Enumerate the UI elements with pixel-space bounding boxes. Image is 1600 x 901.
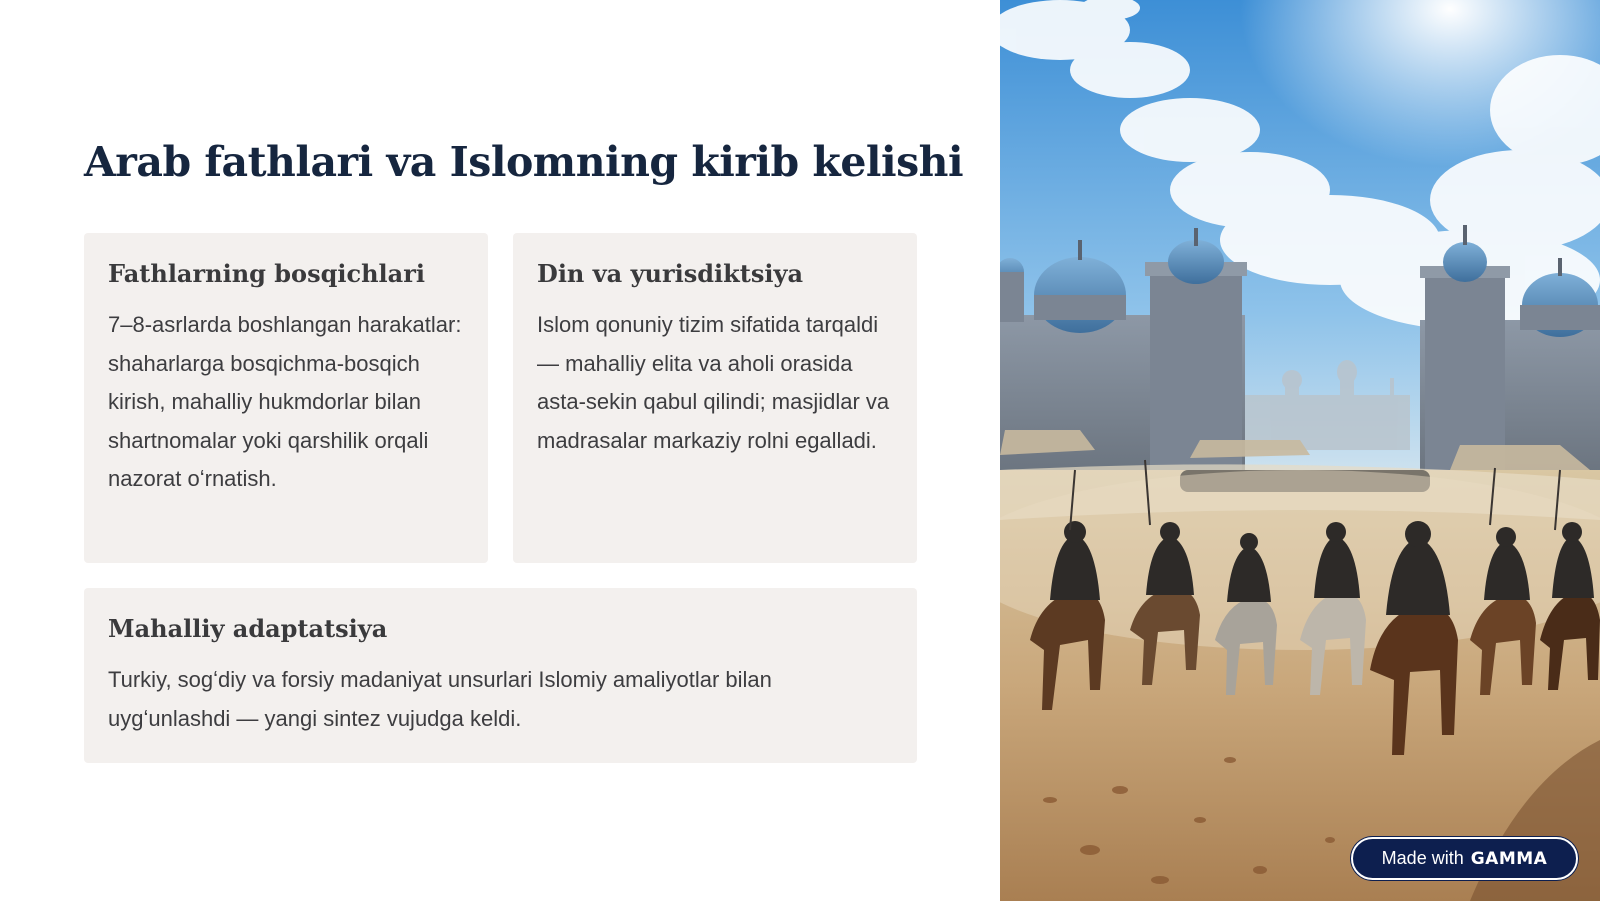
card-body: Islom qonuniy tizim sifatida tarqaldi — mahalliy elita va aholi orasida asta-sekin qabul qilindi; masjidlar va madrasalar markaziy rolni egalladi.	[537, 312, 890, 453]
card-religion-jurisdiction	[513, 233, 917, 563]
card-heading: Mahalliy adaptatsiya	[108, 614, 388, 643]
card-local-adaptation	[84, 588, 917, 763]
card-body: Turkiy, sogʻdiy va forsiy madaniyat unsurlari Islomiy amaliyotlar bilan uygʻunlashdi — yangi sintez vujudga keldi.	[108, 667, 772, 731]
cavalry-city-illustration	[1000, 0, 1600, 901]
card-heading: Din va yurisdiktsiya	[537, 259, 803, 288]
card-heading: Fathlarning bosqichlari	[108, 259, 425, 288]
made-with-gamma-badge[interactable]	[1351, 837, 1578, 880]
card-conquest-stages	[84, 233, 488, 563]
gamma-logo: GAMMA	[1470, 848, 1548, 869]
slide-title: Arab fathlari va Islomning kirib kelishi	[84, 138, 964, 186]
badge-prefix: Made with	[1381, 848, 1464, 868]
hero-image	[1000, 0, 1600, 901]
card-body: 7–8-asrlarda boshlangan harakatlar: shaharlarga bosqichma-bosqich kirish, mahalliy hukmdorlar bilan shartnomalar yoki qarshilik orqali nazorat oʻrnatish.	[108, 312, 462, 491]
